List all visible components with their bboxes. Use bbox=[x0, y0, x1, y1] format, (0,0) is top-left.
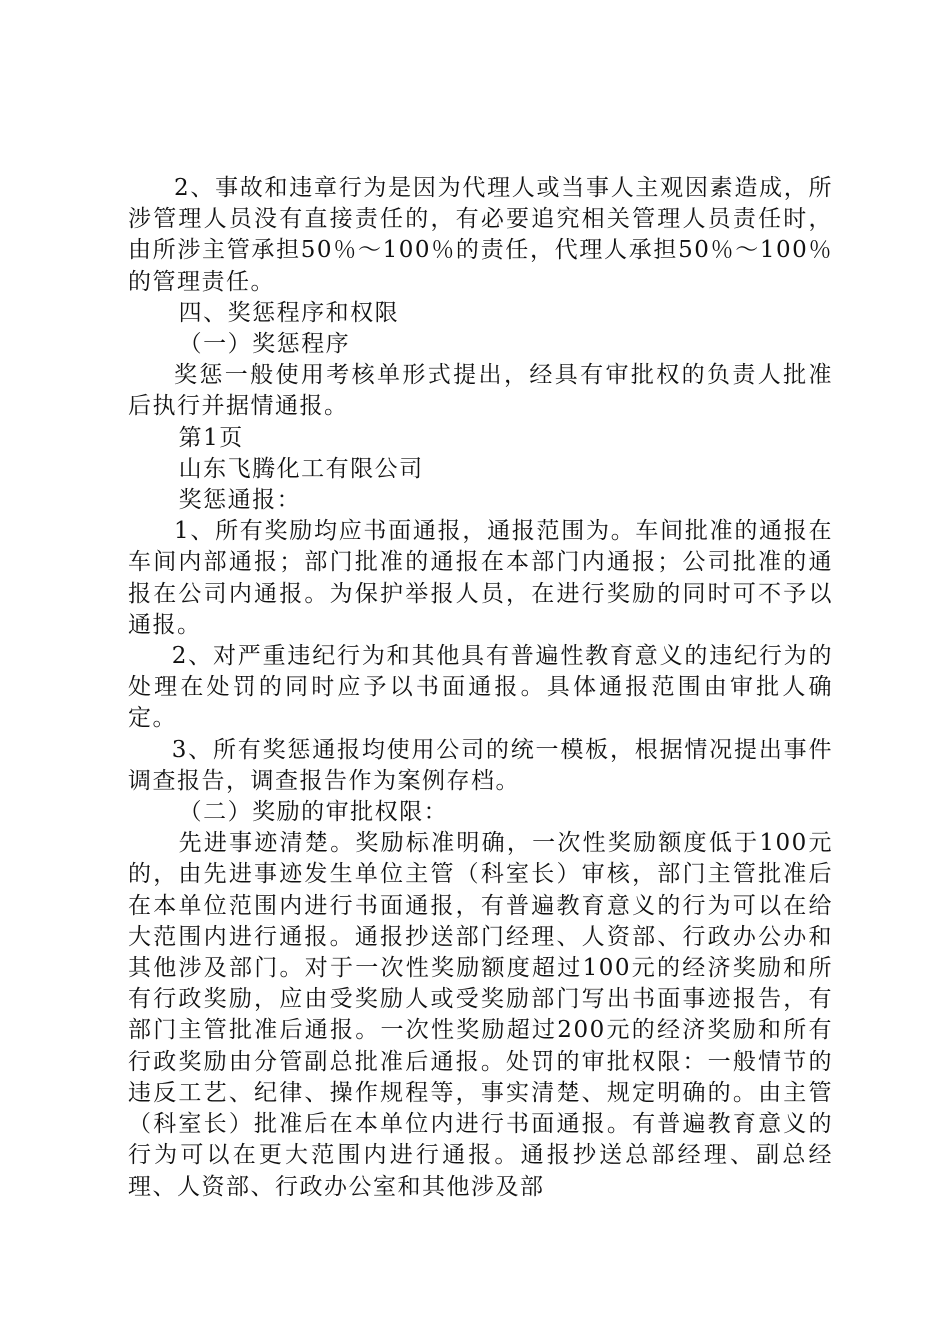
subheading-notification: 奖惩通报： bbox=[178, 487, 302, 514]
paragraph-approval-authority: 先进事迹清楚。奖励标准明确，一次性奖励额度低于100元的，由先进事迹发生单位主管（科室长）审核，部门主管批准后在本单位范围内进行书面通报，有普遍教育意义的行为可以在给大范围内进行通报。通报抄送部门经理、人资部、行政办公办和其他涉及部门。对于一次性奖励额度超过100元的经济奖励和所有行政奖励，应由受奖励人或受奖励部门写出书面事迹报告，有部门主管批准后通报。一次性奖励超过200元的经济奖励和所有行政奖励由分管副总批准后通报。处罚的审批权限：一般情节的违反工艺、纪律、操作规程等，事实清楚、规定明确的。由主管（科室长）批准后在本单位内进行书面通报。有普遍教育意义的行为可以在更大范围内进行通报。通报抄送总部经理、副总经理、人资部、行政办公室和其他涉及部 bbox=[128, 830, 833, 1200]
paragraph-notification-3: 3、所有奖惩通报均使用公司的统一模板，根据情况提出事件调查报告，调查报告作为案例存档。 bbox=[128, 736, 833, 794]
subsection-heading-procedure: （一）奖惩程序 bbox=[178, 331, 351, 358]
document-body bbox=[128, 173, 833, 1203]
paragraph-liability-clause-2: 2、事故和违章行为是因为代理人或当事人主观因素造成，所涉管理人员没有直接责任的，有必要追究相关管理人员责任时，由所涉主管承担50％～100％的责任，代理人承担50％～100％的管理责任。 bbox=[128, 175, 833, 295]
paragraph-procedure: 奖惩一般使用考核单形式提出，经具有审批权的负责人批准后执行并据情通报。 bbox=[128, 362, 833, 420]
paragraph-notification-2: 2、对严重违纪行为和其他具有普遍性教育意义的违纪行为的处理在处罚的同时应予以书面通报。具体通报范围由审批人确定。 bbox=[128, 643, 833, 732]
page-number: 第1页 bbox=[178, 424, 244, 451]
company-name: 山东飞腾化工有限公司 bbox=[178, 455, 424, 482]
paragraph-notification-1: 1、所有奖励均应书面通报，通报范围为。车间批准的通报在车间内部通报；部门批准的通报在本部门内通报；公司批准的通报在公司内通报。为保护举报人员，在进行奖励的同时可不予以通报。 bbox=[128, 518, 833, 638]
section-heading-procedures: 四、奖惩程序和权限 bbox=[178, 299, 400, 326]
subsection-heading-approval: （二）奖励的审批权限： bbox=[178, 799, 449, 826]
